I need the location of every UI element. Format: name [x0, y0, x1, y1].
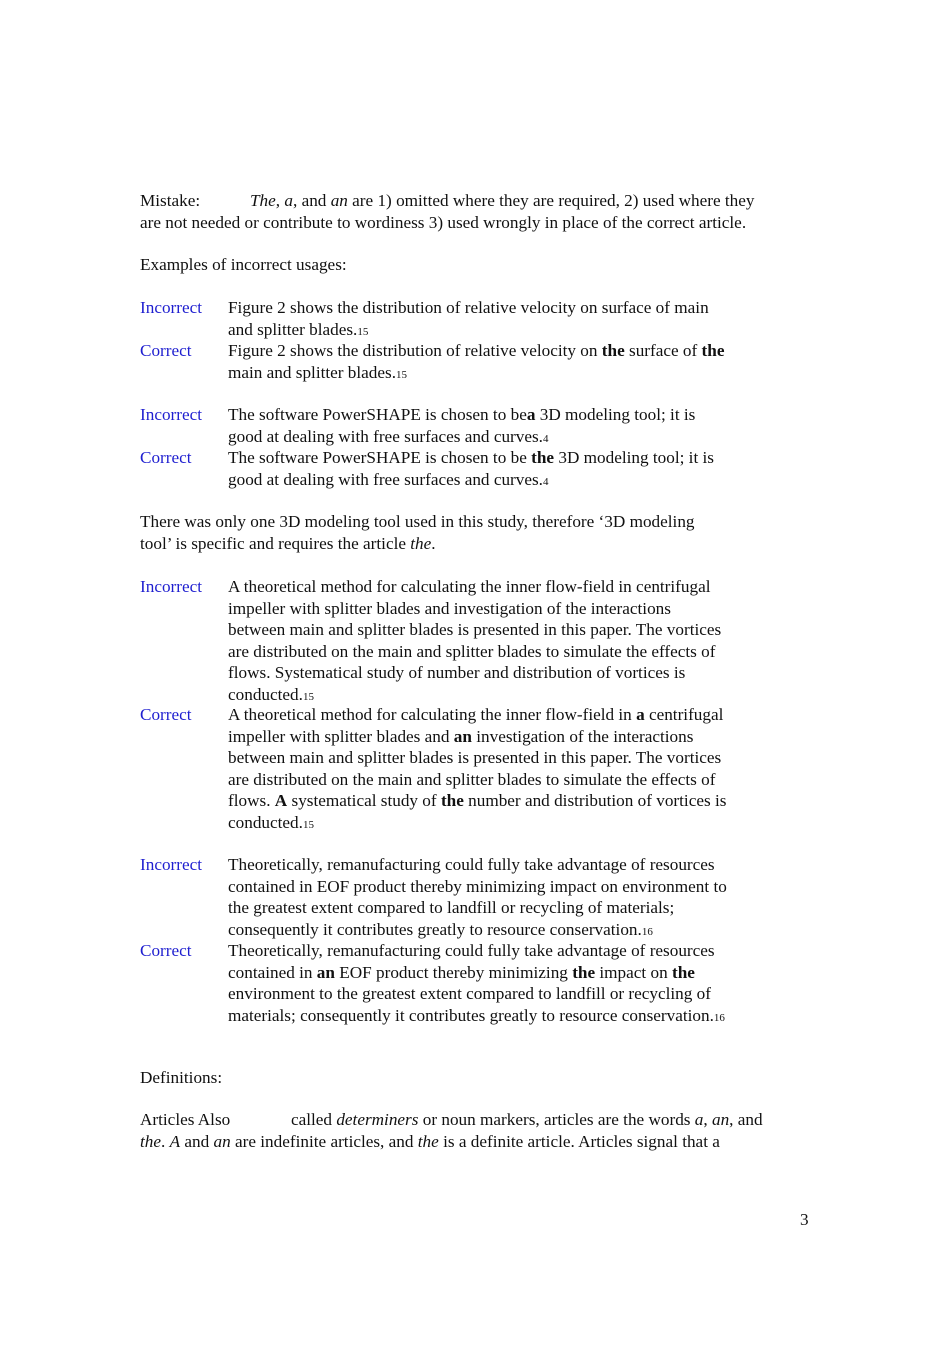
footnote-ref: 15 [302, 690, 314, 703]
footnote-ref: 15 [396, 368, 408, 381]
example-4-correct: Correct Theoretically, remanufacturing could fully take advantage of resources contained in an EOF product thereby minimizing the impact on the environment to the greatest extent compared to landfill or recycling of materials; consequently it contributes greatly to resource conservation.16 [140, 941, 725, 1025]
footnote-ref: 16 [713, 1011, 725, 1024]
footnote-ref: 4 [542, 475, 549, 488]
mistake-paragraph: Mistake: The, a, and an are 1) omitted where they are required, 2) used where they are not needed or contribute to wordiness 3) used wrongly in place of the correct article. [140, 191, 755, 232]
example-1-incorrect: Incorrect Figure 2 shows the distribution of relative velocity on surface of main and splitter blades.15 [140, 298, 709, 339]
examples-heading: Examples of incorrect usages: [140, 255, 347, 274]
incorrect-label: Incorrect [140, 298, 203, 317]
example-4-incorrect: Incorrect Theoretically, remanufacturing could fully take advantage of resources contained in EOF product thereby minimizing impact on environment to the greatest extent compared to landfill or recycling of materials; consequently it contributes greatly to resource conservation.16 [140, 855, 727, 939]
definitions-heading: Definitions: [140, 1068, 223, 1087]
footnote-ref: 4 [542, 432, 549, 445]
articles-term: Articles Also [140, 1110, 231, 1129]
example-1-correct: Correct Figure 2 shows the distribution of relative velocity on the surface of the main and splitter blades.15 [140, 341, 725, 382]
incorrect-label: Incorrect [140, 855, 203, 874]
correct-label: Correct [140, 705, 192, 724]
note-paragraph: There was only one 3D modeling tool used in this study, therefore ‘3D modeling tool’ is specific and requires the article the. [140, 512, 695, 553]
example-2-correct: Correct The software PowerSHAPE is chosen to be the 3D modeling tool; it is good at dealing with free surfaces and curves.4 [140, 448, 714, 489]
footnote-ref: 15 [357, 325, 369, 338]
page-number: 3 [800, 1210, 809, 1229]
correct-label: Correct [140, 941, 192, 960]
articles-definition: Articles Also called determiners or noun markers, articles are the words a, an, and the. A and an are indefinite articles, and the is a definite article. Articles signal that a [140, 1110, 763, 1151]
correct-label: Correct [140, 448, 192, 467]
correct-label: Correct [140, 341, 192, 360]
example-2-incorrect: Incorrect The software PowerSHAPE is chosen to bea 3D modeling tool; it is good at dealing with free surfaces and curves.4 [140, 405, 696, 446]
incorrect-label: Incorrect [140, 405, 203, 424]
example-3-correct: Correct A theoretical method for calculating the inner flow-field in a centrifugal impeller with splitter blades and an investigation of the interactions between main and splitter blades is presented in this paper. The vortices are distributed on the main and splitter blades to simulate the effects of flows. A systematical study of the number and distribution of vortices is conducted.15 [140, 705, 727, 832]
mistake-label: Mistake: [140, 191, 201, 210]
footnote-ref: 15 [302, 818, 314, 831]
incorrect-label: Incorrect [140, 577, 203, 596]
word-the: The [250, 191, 276, 210]
example-3-incorrect: Incorrect A theoretical method for calculating the inner flow-field in centrifugal impeller with splitter blades and investigation of the interactions between main and splitter blades is presented in this paper. The vortices are distributed on the main and splitter blades to simulate the effects of flows. Systematical study of number and distribution of vortices is conducted.15 [140, 577, 722, 704]
footnote-ref: 16 [641, 925, 653, 938]
